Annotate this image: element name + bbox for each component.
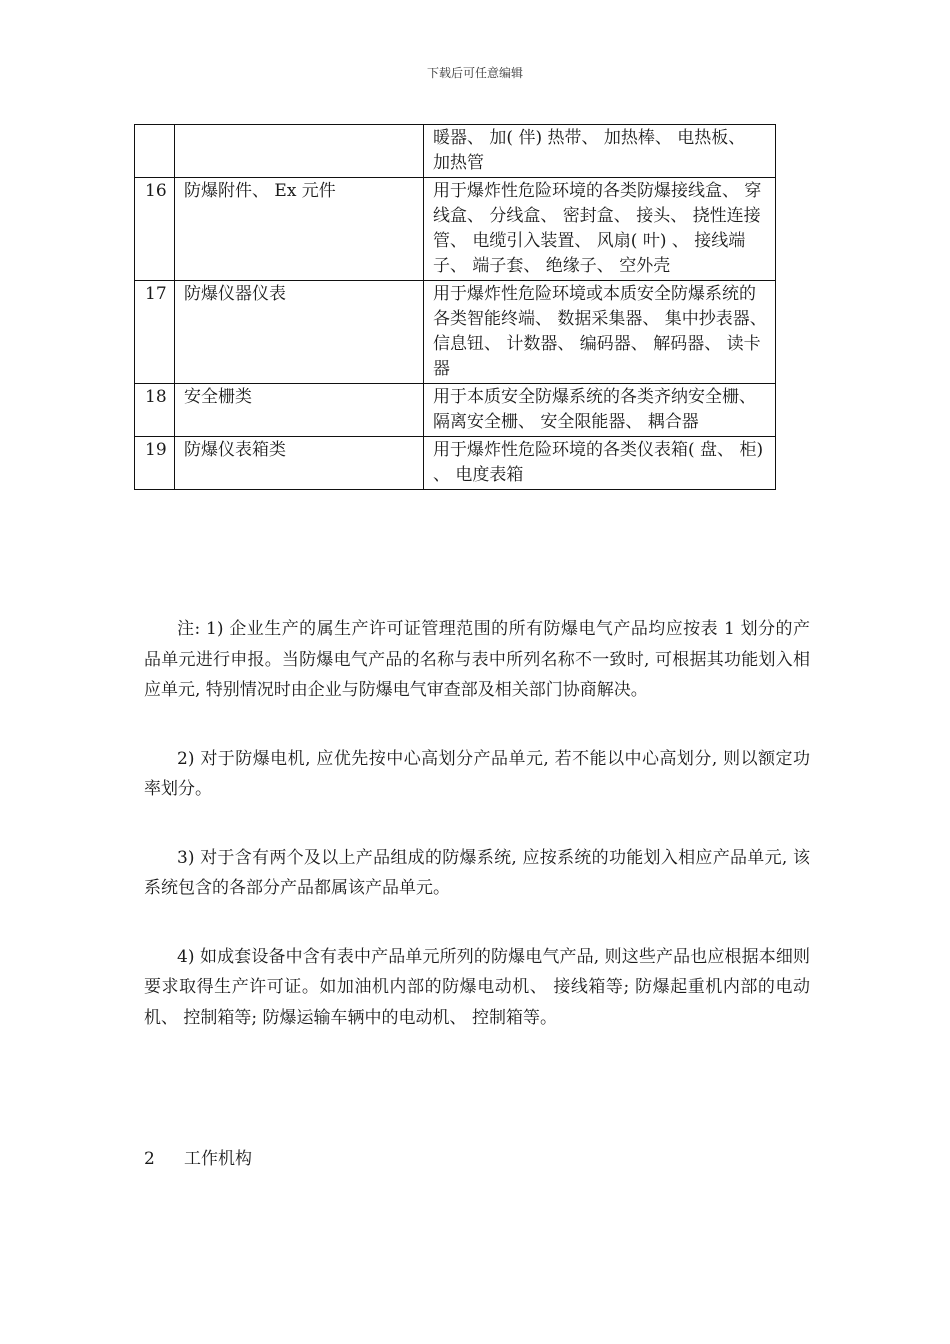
table-row [135,178,776,281]
note-paragraph: 3) 对于含有两个及以上产品组成的防爆系统, 应按系统的功能划入相应产品单元, 该系统包含的各部分产品都属该产品单元。 [144,847,810,898]
row-number: 18 [135,384,175,437]
page-header: 下载后可任意编辑 [426,66,523,80]
product-unit-name: 防爆仪表箱类 [175,437,424,490]
note-paragraph: 2) 对于防爆电机, 应优先按中心高划分产品单元, 若不能以中心高划分, 则以额定功率划分。 [144,748,810,799]
table-row [135,281,776,384]
product-unit-name: 防爆仪器仪表 [175,281,424,384]
section-heading [144,1146,252,1172]
section-title: 工作机构 [184,1149,252,1169]
product-unit-name: 安全栅类 [175,384,424,437]
row-number [135,125,175,178]
table-row [135,437,776,490]
product-unit-name: 防爆附件、 Ex 元件 [175,178,424,281]
row-number: 17 [135,281,175,384]
product-description: 用于本质安全防爆系统的各类齐纳安全栅、 隔离安全栅、 安全限能器、 耦合器 [424,384,776,437]
table-row [135,384,776,437]
product-description: 用于爆炸性危险环境的各类防爆接线盒、 穿线盒、 分线盒、 密封盒、 接头、 挠性连接管、 电缆引入装置、 风扇( 叶) 、 接线端子、 端子套、 绝缘子、 空外壳 [424,178,776,281]
product-description: 暖器、 加( 伴) 热带、 加热棒、 电热板、 加热管 [424,125,776,178]
section-number: 2 [144,1149,155,1169]
note-paragraph: 4) 如成套设备中含有表中产品单元所列的防爆电气产品, 则这些产品也应根据本细则要求取得生产许可证。如加油机内部的防爆电动机、 接线箱等; 防爆起重机内部的电动机、 控制箱等; 防爆运输车辆中的电动机、 控制箱等。 [144,946,810,1028]
product-description: 用于爆炸性危险环境的各类仪表箱( 盘、 柜) 、 电度表箱 [424,437,776,490]
note-paragraph: 注: 1) 企业生产的属生产许可证管理范围的所有防爆电气产品均应按表 1 划分的产品单元进行申报。当防爆电气产品的名称与表中所列名称不一致时, 可根据其功能划入相应单元, 特别情况时由企业与防爆电气审查部及相关部门协商解决。 [144,619,810,700]
table-row [135,125,776,178]
row-number: 16 [135,178,175,281]
product-unit-table [134,124,776,490]
row-number: 19 [135,437,175,490]
notes-section [144,614,810,1071]
product-description: 用于爆炸性危险环境或本质安全防爆系统的各类智能终端、 数据采集器、 集中抄表器、 信息钮、 计数器、 编码器、 解码器、 读卡器 [424,281,776,384]
product-unit-name [175,125,424,178]
